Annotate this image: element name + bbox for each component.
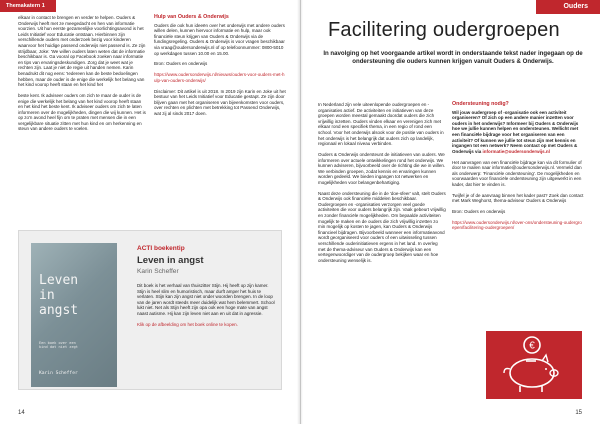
source-link[interactable]: https://www.oudersonderwijs.nl/over-ons/ondersteuning-oudergroepen/facilitering-oudergroepen/ — [452, 219, 582, 231]
book-author: Karin Scheffer — [137, 268, 179, 275]
book-cover-image[interactable] — [31, 243, 117, 387]
email-link[interactable]: informatie@oudersonderwijs.nl — [482, 148, 550, 154]
disclaimer-text: Disclaimer: Dit artikel is uit 2018. In 2019 zijn Karin en Joke uit het bestuur van het Leids Initiatief voor Educatie gestapt. Ze zijn door blijven gaan met het organiseren van bijeenkomsten voor ouders, over rechten en plichten met betrekking tot Passend Onderwijs, wat zij al sinds 2017 doen. — [154, 88, 286, 116]
piggy-bank-graphic — [486, 331, 582, 399]
body-paragraph: In Nederland zijn vele uiteenlopende oudergroepen en -organisaties actief. De activiteiten en initiatieven van deze groepen worden meestal gemaakt doordat ouders die zich vrijwillig inzetten. Ouders vinden elkaar en verenigen zich met elkaar rond een specifiek thema, in een regio of rond een school. Voor het onderwijs alsook voor de positie van ouders in het onderwijs is het belangrijk dat ouders zich op landelijk, regionaal en lokaal niveau verbinden. — [318, 102, 444, 147]
body-paragraph: elkaar in contact te brengen en verder te helpen. Ouders & Onderwijs heeft met ze meegedacht en hen van informatie voorzien. Uit hun eerste gezamenlijke voorlichtingsavond is het Leids Initiatief voor Educatie ontstaan. Hierbinnen zijn verschillende ouders met onderzoek bezig voor kinderen waarvoor het huidige passend onderwijs niet passend is. Ze zijn strijdbaar, Joke: 'We willen ouders laten weten dat de informatie beschikbaar is. Ga vooral op Facebook zoeken naar informatie en tips van ervaringsdeskundigen. Zorg dat je weet wat je rechten zijn. Laat je niet de regie uit handen nemen. Karin benadrukt dit nog eens: 'Iedereen kan de beste bedoelingen hebben, maar de ouder is de enige die werkelijk het belang van het kind voorop heeft staan en het kind het — [18, 15, 146, 88]
right-column-2 — [452, 102, 584, 236]
right-column-1 — [318, 102, 446, 269]
source-text: Bron: Ouders en onderwijs — [452, 209, 506, 215]
section-heading: Hulp van Ouders & Onderwijs — [154, 14, 229, 20]
body-paragraph: Naast deze ondersteuning die in de 'doe-sfeer' valt, stelt Ouders & Onderwijs ook financiële middelen beschikbaar. Oudergroepen en -organisaties verzorgen veel goede activiteiten die voor ouders belangrijk zijn. Vaak gebeurt vrijwillig en zonder financiële mogelijkheden. Om bepaalde activiteiten mogelijk te maken en de ouders die zich vrijwillig inzetten zo min mogelijk op kosten te jagen, kan Ouders & Onderwijs financieel bijdragen. Bijvoorbeeld wanneer een informatieavond wordt georganiseerd voor ouders of een uitwisseling tussen verschillende ouderinitiatieven ergens in het land. In overleg met de thema-adviseur van Ouders & Onderwijs kan een vertegenwoordiger van de oudergroep bekijken waar en hoe ondersteuning wenselijk is. — [318, 190, 446, 263]
body-paragraph: Ouders die ook hun ideeën over het onderwijs met andere ouders willen delen, kunnen hiervoor informatie en hulp, maar ook financiële steun krijgen van Ouders & Onderwijs via de fundingsregeling. Ouders & Onderwijs is voor vragen beschikbaar via vraag@oudersonderwijs.nl of op telefoonnummer: 0800-5010 op werkdagen tussen 10.00 en 15.00. — [154, 22, 285, 56]
cover-author: Karin Scheffer — [39, 371, 78, 376]
book-description — [137, 283, 277, 332]
svg-text:€: € — [529, 340, 535, 352]
cover-subtitle: Een boek over een kind dat niet zegt — [39, 341, 78, 350]
body-paragraph: beste kent. Ik adviseer ouders om zich te maar de ouder is de enige die werkelijk het belang van het kind voorop heeft staan en het kind het beste kent. Ik adviseer ouders om zich te laten informeren over de mogelijkheden, dingen die wij kunnen. Het is op zo'n avond heel fijn om te praten met mensen die in een vergelijkbare situatie zitten met hun kind en om herkenning en steun van andere ouders te voelen. — [18, 92, 146, 132]
page-number-left: 14 — [18, 410, 25, 416]
book-tip-label: ACTI boekentip — [137, 245, 185, 252]
support-text: Wil jouw oudergroep of -organisatie ook een activiteit organiseren? Of zich op een andere manier inzetten voor ouders in het onderwijs? Informeer bij Ouders & Onderwijs hoe we jullie kunnen helpen en ondersteunen. Wellicht met een financiële bijdrage voor het organiseren van een activiteit? Of kunnen we jullie tot steun zijn met kennis en ingangen tot een netwerk? Neem contact op met Ouders & Onderwijs via — [452, 109, 579, 154]
cover-title: Leven in angst — [39, 273, 79, 318]
article-lead: In navolging op het voorgaande artikel wordt in onderstaande tekst nader ingegaan op de ondersteuning die ouders kunnen krijgen vanuit Ouders & Onderwijs. — [323, 50, 583, 66]
left-column-2 — [154, 15, 286, 122]
left-column-1 — [18, 15, 146, 137]
page-number-right: 15 — [575, 410, 582, 416]
book-description-text: Dit boek is het verhaal van thuiszitter Stijn. Hij heeft op zijn kamer. Stijn is heel slim en humoristisch, maar durft amper het huis te verlaten. Stijn kan zijn angst niet onder woorden brengen. In de loop van de jaren wordt steeds meer duidelijk wat hem belemmert. School lukt niet. Net als Stijn heeft zijn opa ook een hoge mate van angst naast autisme. Hij kan zijn leven niet aan en uit dat in agressie. — [137, 283, 275, 316]
book-buy-link[interactable]: Klik op de afbeelding om het boek online te kopen. — [137, 321, 238, 327]
book-tip-box — [18, 230, 282, 390]
piggy-bank-euro-icon — [486, 331, 582, 399]
body-paragraph: Het aanvragen van een financiële bijdrage kan via dit formulier of door te mailen naar informatie@oudersonderwijs.nl. Vermeld dan als onderwerp: 'Financiële ondersteuning'. De mogelijkheden en voorwaarden voor financiële ondersteuning zijn uitgewerkt in een kader, dat hier te vinden is. — [452, 159, 582, 187]
section-label: Themakatern 1 — [0, 0, 56, 12]
article-title: Facilitering oudergroepen — [328, 19, 560, 41]
body-paragraph: Twijfel je of de aanvraag binnen het kader past? Zoek dan contact met Mark Weghorst, thema-adviseur Ouders & Onderwijs — [452, 192, 584, 204]
source-link[interactable]: https://www.oudersonderwijs.nl/nieuws/ouders-voor-ouders-met-hulp-van-ouders-onderwijs/ — [154, 72, 285, 83]
body-paragraph: Ouders & Onderwijs ondersteunt de initiatieven van ouders. We informeren over actuele ontwikkelingen rond het onderwijs. We kunnen adviseren, bijvoorbeeld over de richting die we in willen. We verbinden groepen, zodat kennis en ervaringen kunnen worden gedeeld. We bieden ingangen tot netwerken en mogelijkheden voor belangenbehartiging. — [318, 151, 446, 185]
source-text: Bron: Ouders en onderwijs — [154, 61, 208, 67]
book-title: Leven in angst — [137, 255, 204, 266]
body-paragraph — [452, 110, 584, 155]
page-spine — [297, 0, 303, 424]
section-tag: Ouders — [536, 0, 600, 14]
section-heading: Ondersteuning nodig? — [452, 101, 509, 107]
